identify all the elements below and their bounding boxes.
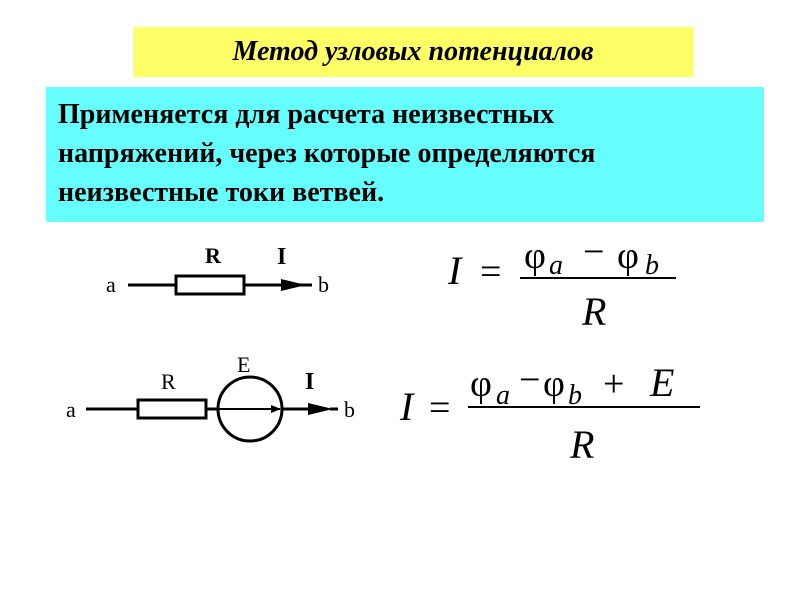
node-b-label: b [318,272,329,297]
formula-denominator: R [582,289,607,334]
resistor-symbol [176,276,244,294]
resistor-label: R [161,369,176,394]
formula-equals: = [480,251,502,293]
formula-equals: = [429,387,451,429]
node-a-label: a [66,397,76,422]
formula-phi-a: φ [524,235,546,277]
circuit-2 [66,352,355,441]
formula-phi-a: φ [470,363,492,405]
formula-sub-b: b [568,380,582,411]
description-line-3: неизвестные токи ветвей. [58,177,385,208]
current-label: I [305,369,315,395]
slide-title: Метод узловых потенциалов [232,36,594,67]
formula-minus: − [583,231,605,273]
formula-lhs: I [448,248,462,293]
formula-sub-a: a [549,250,563,281]
formula-denominator: R [570,422,595,467]
emf-label: E [237,352,251,377]
formula-phi-b: φ [543,363,565,405]
formula-emf: E [650,360,675,405]
formula-sub-b: b [645,250,659,281]
current-arrow [308,403,333,415]
node-a-label: a [106,272,116,297]
resistor-label: R [205,243,221,268]
current-label: I [277,244,287,270]
circuit-1 [106,243,329,297]
formula-minus: − [519,359,541,401]
formula-lhs: I [400,384,414,429]
node-b-label: b [344,397,355,422]
formula-2 [399,359,700,467]
formula-1 [447,231,676,334]
resistor-symbol [138,400,206,418]
description-line-1: Применяется для расчета неизвестных [58,99,555,130]
formula-sub-a: a [496,380,510,411]
formula-phi-b: φ [617,235,639,277]
description-line-2: напряжений, через которые определяются [58,138,596,169]
formula-plus: + [603,363,625,405]
